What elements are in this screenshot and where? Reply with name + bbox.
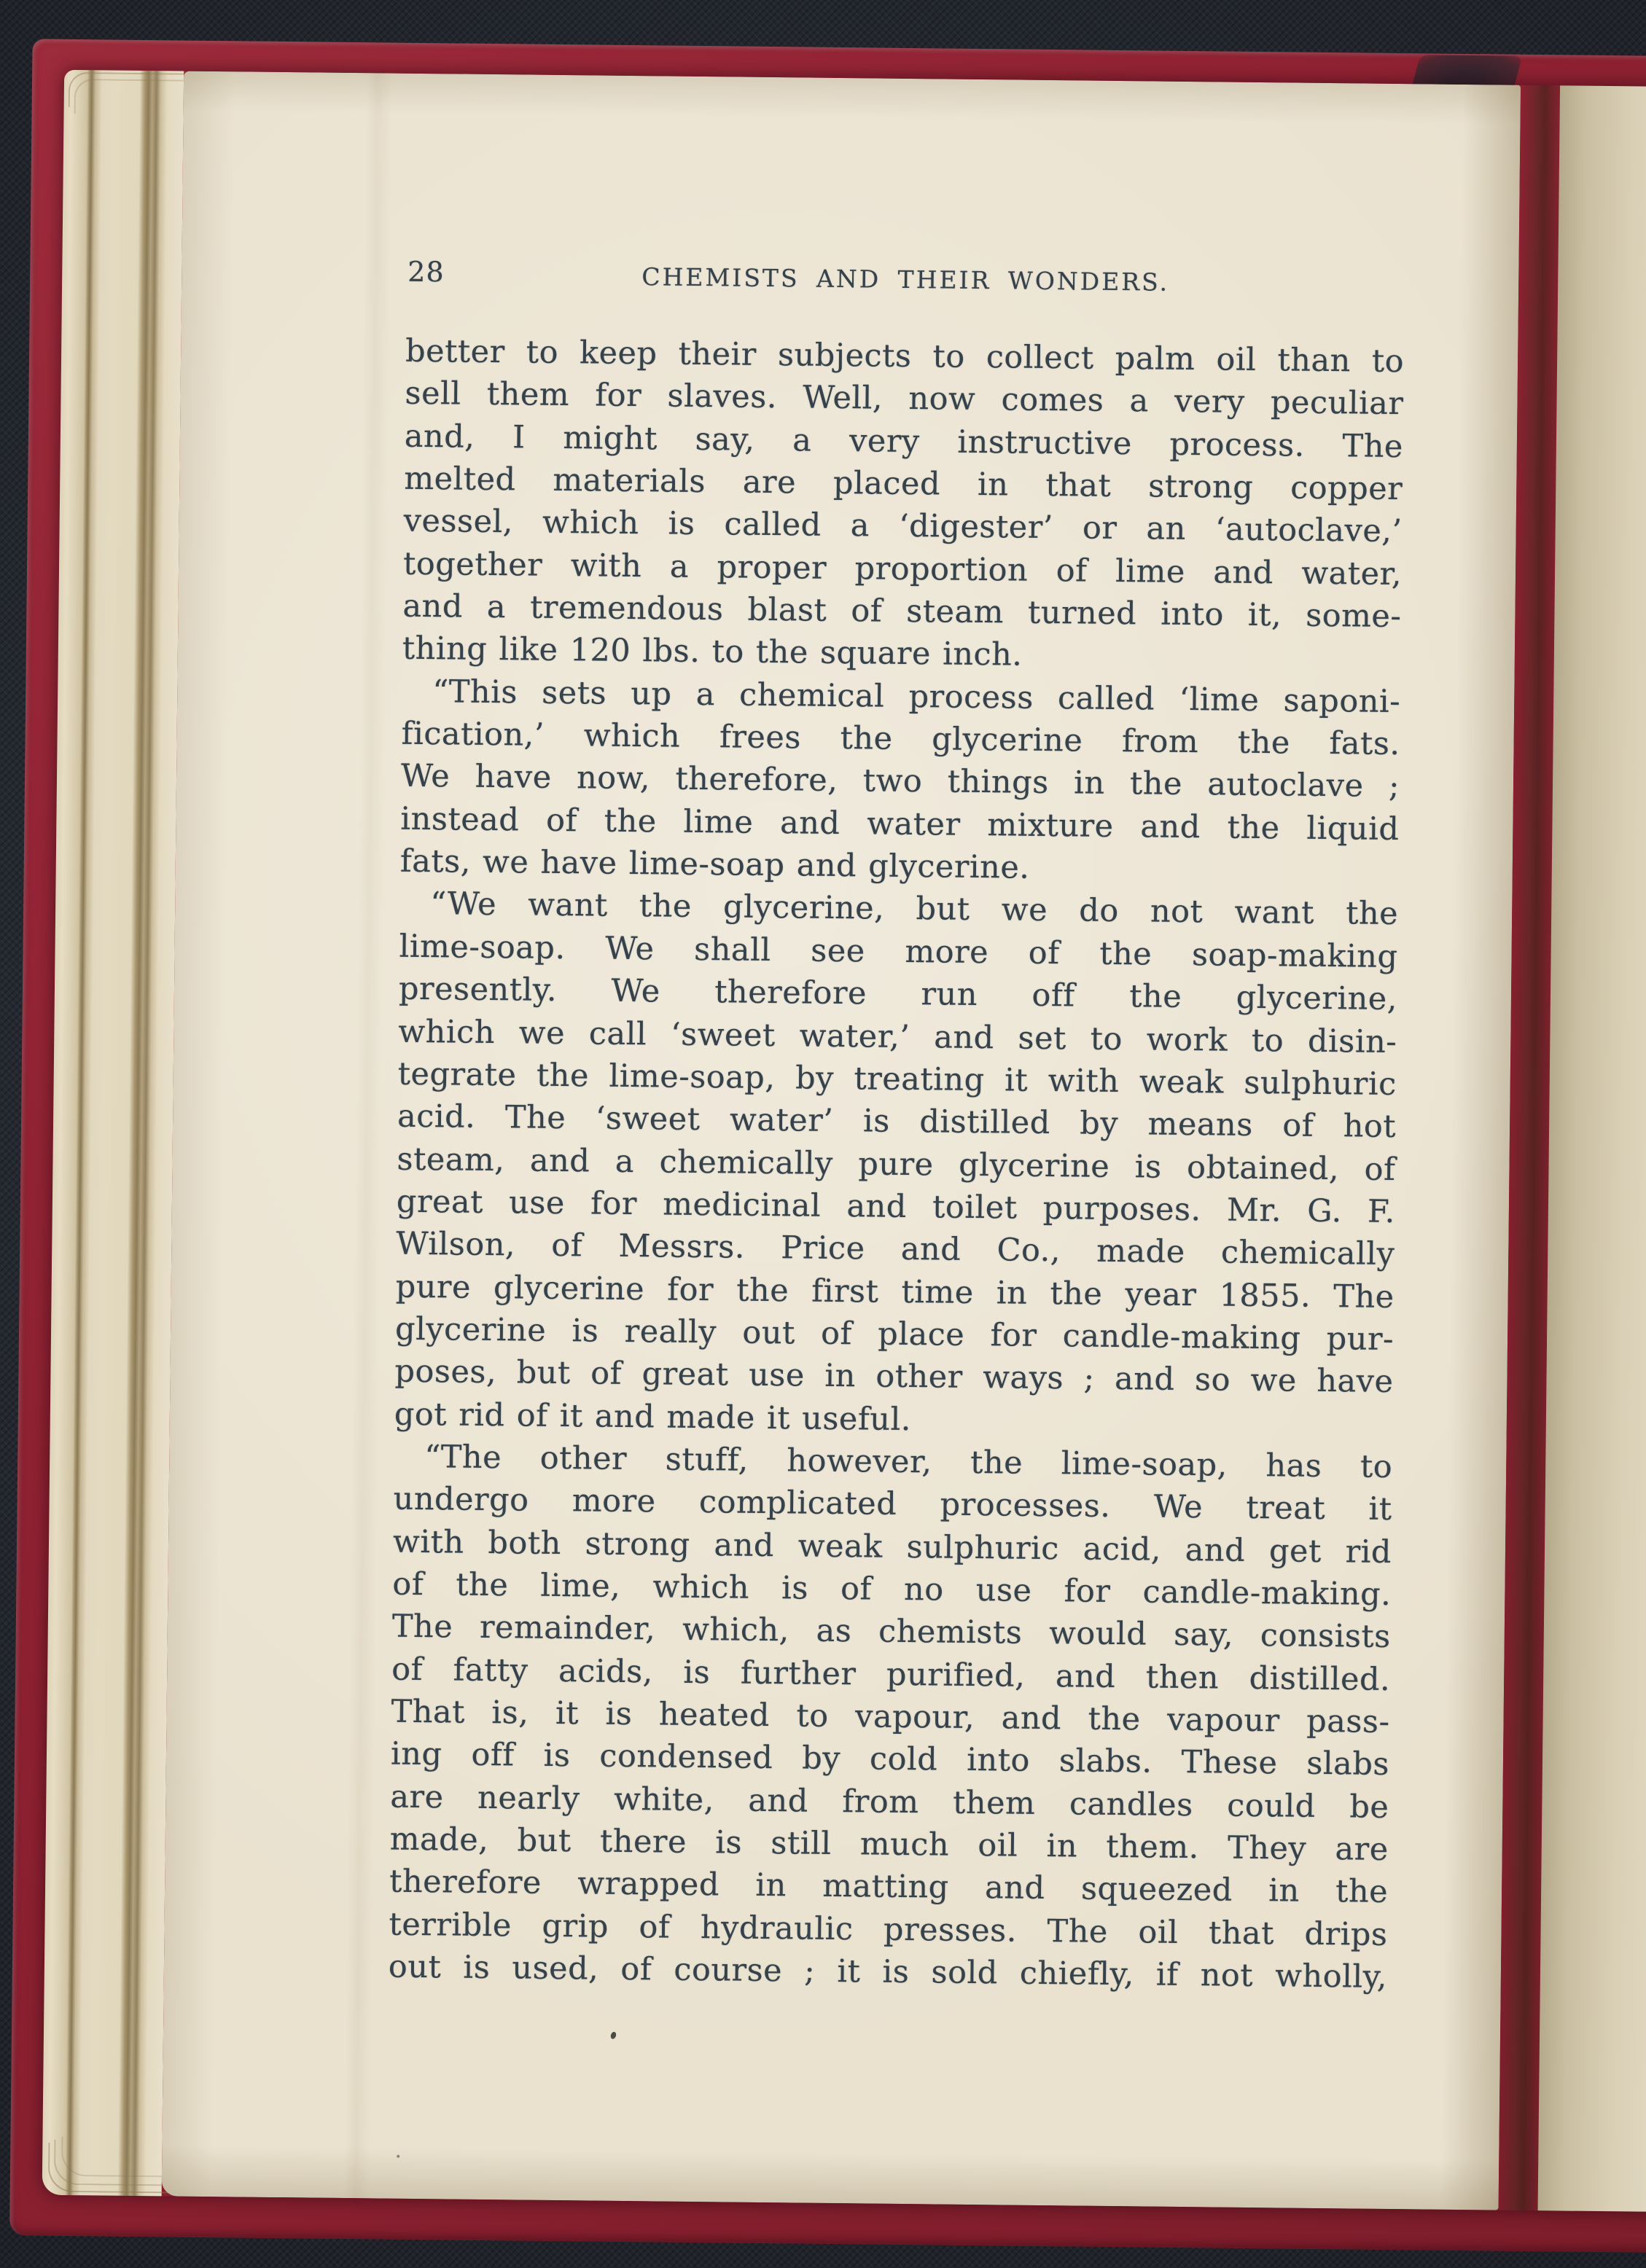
text-line-content: poses, but of great use in other ways ; and so we have <box>394 1353 1394 1401</box>
text-line-content: pure glycerine for the first time in the year 1855. The <box>395 1268 1395 1315</box>
text-line-content: vessel, which is called a ‘digester’ or an ‘autoclave,’ <box>403 503 1403 550</box>
text-line-content: “The other stuff, however, the lime-soap, has to <box>424 1439 1393 1485</box>
text-line-content: which we call ‘sweet water,’ and set to work to disin- <box>398 1013 1397 1060</box>
page-block <box>42 70 1646 2212</box>
text-line-content: made, but there is still much oil in them. They are <box>389 1821 1389 1869</box>
text-line-content: therefore wrapped in matting and squeezed in the <box>389 1864 1389 1911</box>
text-line-content: “We want the glycerine, but we do not want the <box>429 885 1399 933</box>
text-line-content: fats, we have lime-soap and glycerine. <box>399 842 1030 886</box>
text-line-content: presently. We therefore run off the glycerine, <box>398 970 1398 1018</box>
text-line-content: of the lime, which is of no use for candle-making. <box>392 1565 1392 1613</box>
text-line-content: with both strong and weak sulphuric acid, and get rid <box>392 1523 1392 1571</box>
running-head: CHEMISTS AND THEIR WONDERS. <box>641 262 1170 297</box>
text-line-content: together with a proper proportion of lime and water, <box>402 545 1403 593</box>
text-line-content: lime-soap. We shall see more of the soap-making <box>399 928 1398 975</box>
text-line-content: sell them for slaves. Well, now comes a very peculiar <box>405 375 1404 423</box>
text-line-content: and, I might say, a very instructive process. The <box>404 418 1404 465</box>
text-line-content: are nearly white, and from them candles could be <box>390 1778 1389 1826</box>
text-line-content: better to keep their subjects to collect palm oil than to <box>405 332 1405 380</box>
page-fore-edges <box>42 70 184 2197</box>
text-line-content: thing like 120 lbs. to the square inch. <box>402 630 1023 674</box>
text-line-content: got rid of it and made it useful. <box>394 1396 912 1438</box>
text-line-content: That is, it is heated to vapour, and the vapour pass- <box>391 1693 1390 1740</box>
ink-speck <box>610 2031 617 2040</box>
text-line-content: and a tremendous blast of steam turned into it, some- <box>402 587 1402 636</box>
text-line-content: glycerine is really out of place for candle-making pur- <box>394 1310 1395 1358</box>
page-text <box>389 330 1405 1999</box>
text-line-content: tegrate the lime-soap, by treating it with weak sulphuric <box>397 1055 1397 1103</box>
text-line-content: instead of the lime and water mixture and the liquid <box>400 800 1400 848</box>
text-line-content: great use for medicinal and toilet purposes. Mr. G. F. <box>396 1183 1396 1230</box>
text-line-content: The remainder, which, as chemists would say, consists <box>391 1608 1392 1656</box>
text-line-content: of fatty acids, is further purified, and then distilled. <box>391 1651 1391 1698</box>
text-line-content: fication,’ which frees the glycerine from the fats. <box>401 715 1400 763</box>
text-line-content: out is used, of course ; it is sold chiefly, if not wholly, <box>388 1948 1388 1996</box>
ink-speck <box>397 2155 399 2158</box>
book <box>9 39 1646 2253</box>
book-page <box>162 71 1521 2210</box>
text-line-content: terrible grip of hydraulic presses. The oil that drips <box>389 1906 1388 1953</box>
text-line-content: undergo more complicated processes. We treat it <box>393 1480 1392 1528</box>
text-line-content: steam, and a chemically pure glycerine is obtained, of <box>397 1141 1396 1188</box>
page-header <box>406 253 1405 310</box>
text-line-content: ing off is condensed by cold into slabs. These slabs <box>390 1735 1390 1783</box>
text-line-content: We have now, therefore, two things in the autoclave ; <box>400 758 1400 805</box>
text-line-content: acid. The ‘sweet water’ is distilled by means of hot <box>397 1098 1397 1146</box>
text-line-content: “This sets up a chemical process called ‘lime saponi- <box>432 673 1401 720</box>
text-line-content: melted materials are placed in that strong copper <box>404 460 1403 508</box>
text-line-content: Wilson, of Messrs. Price and Co., made chemically <box>396 1225 1395 1273</box>
page-number: 28 <box>407 255 445 289</box>
